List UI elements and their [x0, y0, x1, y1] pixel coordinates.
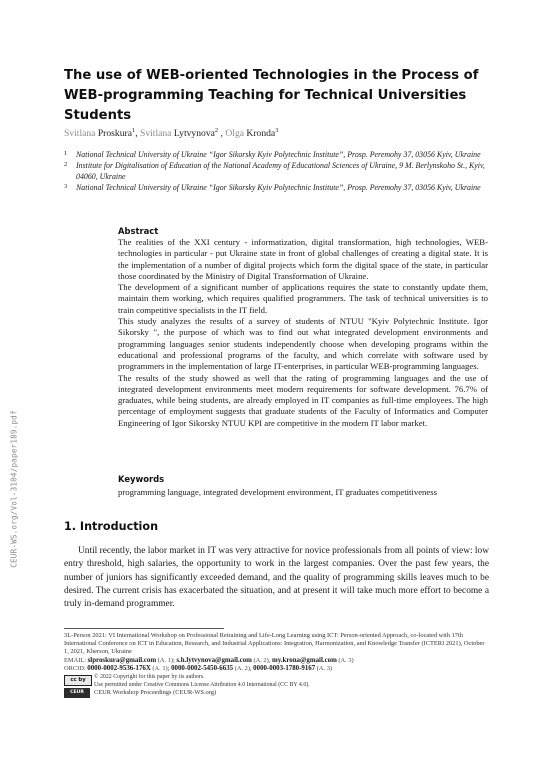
- affiliation-number: 1: [64, 150, 68, 157]
- footnote: [64, 632, 489, 700]
- list-separator: ,: [268, 656, 272, 664]
- email-author-tag: (A. 3): [336, 656, 354, 664]
- license-line: Use permitted under Creative Commons License Attribution 4.0 International (CC BY 4.0).: [94, 681, 310, 688]
- side-watermark-text: CEUR-WS.org/Vol-3104/paper189.pdf: [9, 410, 19, 568]
- affiliation: [64, 183, 494, 193]
- author-separator: ,: [218, 128, 226, 140]
- introduction-heading: 1. Introduction: [64, 520, 159, 533]
- orcid-author-tag: (A. 3): [315, 664, 333, 672]
- affiliation: [64, 150, 494, 160]
- copyright-line: © 2022 Copyright for this paper by its authors.: [94, 674, 205, 681]
- cc-by-badge: cc by: [64, 675, 92, 686]
- list-separator: ;: [173, 656, 177, 664]
- author-affiliation-mark: 1: [131, 127, 136, 134]
- author: [225, 128, 278, 139]
- footnote-emails: [64, 657, 489, 665]
- orcid-author-tag: (A. 1): [150, 664, 168, 672]
- orcid-label: ORCID:: [64, 664, 86, 672]
- orcid-id: 0000-0002-5450-6635: [171, 664, 234, 672]
- email-address: s.h.lytvynova@gmail.com: [176, 656, 252, 664]
- affiliation-number: 2: [64, 161, 68, 169]
- orcid-id: 0000-0002-9536-176X: [87, 664, 151, 672]
- abstract-paragraph: The results of the study showed as well that the rating of programming languages and the use of integrated development environments meet modern requirements for software development. 76.7% of graduates, while being students, are already employed in IT companies as full-time employees. The high percentage of employment suggests that graduate students of the Faculty of Informatics and Computer Engineering of Igor Sikorsky NTUU KPI are competitive in the modern IT labor market.: [118, 372, 488, 428]
- affiliation-text: Institute for Digitalisation of Education of the National Academy of Educational Sciences of Ukraine, 9 M. Berlynskoho St., Kyiv, 04060, Ukraine: [76, 161, 485, 181]
- author-affiliation-mark: 2: [214, 127, 219, 134]
- author-first-name: Olga: [225, 128, 247, 140]
- author-list: [64, 127, 278, 139]
- list-separator: ;: [167, 664, 172, 672]
- abstract-paragraph: The realities of the XXI century - informatization, digital transformation, high technologies, WEB-technologies in particular - put Ukraine state in front of global challenges of creating a digital state. It is the implementation of a number of digital projects which form the digital space of the state, in particular those coordinated by the Ministry of Digital Transformation of Ukraine.: [118, 237, 488, 281]
- abstract-heading: Abstract: [118, 226, 159, 236]
- footnote-event: 3L-Person 2021: VI International Workshop on Professional Retraining and Life-Long Learning using ICT: Person-oriented Approach, co-located with 17th International Conference on ICT in Education, Research, and Industrial Applications: Integration, Harmonization, and Knowledge Transfer (ICTERI 2021), October 1, 2021, Kherson, Ukraine: [64, 632, 485, 656]
- email-address: slproskura@gmail.com: [87, 656, 157, 664]
- affiliation: [64, 161, 494, 182]
- email-label: EMAIL:: [64, 656, 87, 664]
- author: [64, 128, 135, 139]
- list-separator: ,: [249, 664, 254, 672]
- orcid-id: 0000-0003-1780-9167: [253, 664, 316, 672]
- abstract-body: [118, 237, 488, 429]
- ceur-logo: CEUR: [64, 688, 90, 698]
- author-last-name: Lytvynova: [173, 128, 215, 140]
- author-first-name: Svitlana: [64, 128, 98, 140]
- author-first-name: Svitlana: [140, 128, 174, 140]
- author: [140, 128, 218, 139]
- keywords-text: programming language, integrated development environment, IT graduates competitiveness: [118, 487, 438, 497]
- affiliation-list: [64, 150, 494, 195]
- author-last-name: Kronda: [246, 128, 276, 140]
- license-text: [94, 674, 310, 697]
- keywords-heading: Keywords: [118, 474, 165, 484]
- affiliation-text: National Technical University of Ukraine “Igor Sikorsky Kyiv Polytechnic Institute”, Prosp. Peremohy 37, 03056 Kyiv, Ukraine: [76, 150, 481, 159]
- email-address: my.krona@gmail.com: [271, 656, 337, 664]
- abstract-section: [118, 226, 488, 429]
- author-affiliation-mark: 3: [275, 127, 279, 134]
- proceedings-line: CEUR Workshop Proceedings (CEUR-WS.org): [94, 689, 217, 697]
- keywords-section: [118, 474, 488, 498]
- abstract-paragraph: This study analyzes the results of a survey of students of NTUU "Kyiv Polytechnic Institute. Igor Sikorsky ", the purpose of which was to find out what integrated development environments and programming languages senior students independently choose when developing programs within the educational and professional programs of the faculty, and which correlate with software used by programmers in the implementation of large IT-enterprises, in particular WEB-programming languages.: [118, 316, 488, 372]
- affiliation-text: National Technical University of Ukraine “Igor Sikorsky Kyiv Polytechnic Institute”, Prosp. Peremohy 37, 03056 Kyiv, Ukraine: [76, 183, 481, 193]
- side-watermark: [8, 374, 20, 604]
- license-block: [64, 674, 489, 700]
- paper-title: The use of WEB-oriented Technologies in the Process of WEB-programming Teaching for Technical Universities Students: [64, 68, 479, 123]
- author-separator: ,: [135, 128, 140, 140]
- email-author-tag: (A. 2): [251, 656, 269, 664]
- footnote-orcids: [64, 665, 489, 673]
- footnote-rule: [64, 628, 224, 629]
- affiliation-number: 3: [64, 183, 68, 191]
- orcid-author-tag: (A. 2): [233, 664, 250, 672]
- abstract-paragraph: The development of a significant number of applications requires the state to constantly update them, maintain them working, which requires qualified programmers. The task of technical universities is to train competitive specialists in the IT field.: [118, 282, 488, 315]
- author-last-name: Proskura: [97, 128, 132, 140]
- email-author-tag: (A. 1): [156, 656, 173, 664]
- introduction-paragraph: Until recently, the labor market in IT was very attractive for novice professionals from all points of view: low entry threshold, high salaries, the opportunity to work in the largest companies. Over the past few years, the number of juniors has significantly exceeded demand, and the quality of programming skills leaves much to be desired. The current crisis has exacerbated the situation, and at present it will take much more effort to become a truly in-demand programmer.: [64, 546, 489, 610]
